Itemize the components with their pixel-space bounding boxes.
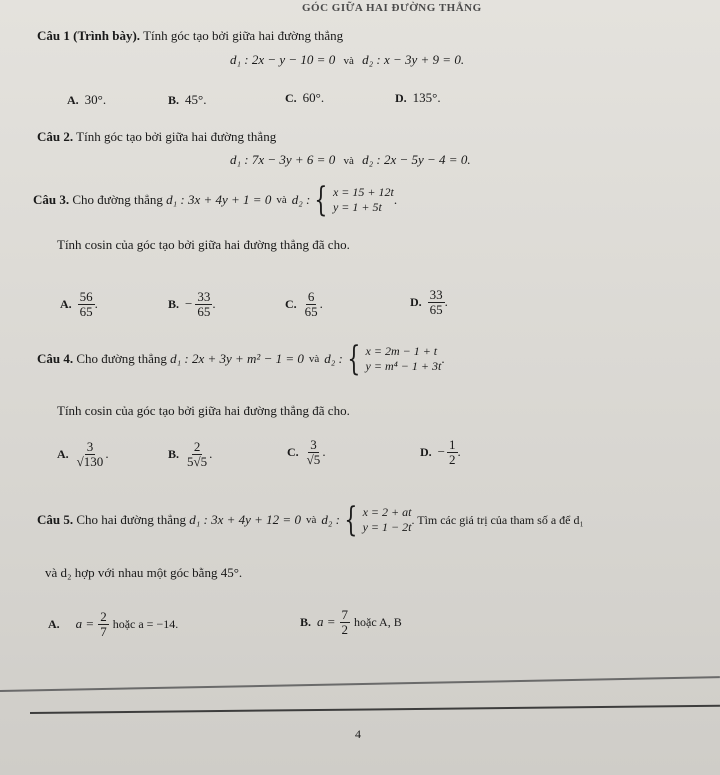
question-2-text: Tính góc tạo bởi giữa hai đường thẳng — [76, 129, 277, 144]
question-5-option-a[interactable]: A. a = $\frac{2}{7}$ hoặc a = −14. — [48, 609, 179, 639]
page-number: 4 — [355, 727, 361, 741]
question-3-stem: Câu 3. Cho đường thẳng d₁ : 3x + 4y + 1 = 0 và d₂ : { x = 15 + 12t y = 1 + 5t . — [33, 180, 398, 220]
question-5-text: Cho hai đường thẳng — [76, 512, 186, 527]
question-5-d1: d₁ : 3x + 4y + 12 = 0 — [189, 512, 301, 527]
question-3-label: Câu 3. — [33, 192, 70, 207]
question-5-d2-line-2: y = 1 − 2t — [362, 520, 412, 534]
question-2-lines — [230, 152, 471, 168]
question-3-option-d[interactable]: D. $\frac{33}{65}$ . — [410, 287, 448, 317]
question-2-label: Câu 2. — [37, 129, 74, 144]
question-3-d2-name: d₂ : — [291, 192, 311, 207]
question-4-d2-line-1: x = 2m − 1 + t — [365, 344, 438, 358]
question-4-option-c[interactable]: C. $\frac{3}{√5}$ . — [287, 437, 326, 467]
question-1-stem — [37, 28, 343, 44]
page-footer-rule — [30, 705, 720, 714]
question-5-d2-name: d₂ : — [321, 512, 340, 527]
question-5-tail: . Tìm các giá trị của tham số a để d₁ — [411, 512, 584, 527]
question-4-label: Câu 4. — [37, 351, 74, 366]
question-5-line-2: và d₂ hợp với nhau một góc bằng 45°. — [45, 565, 243, 580]
question-3-connector: và — [276, 194, 287, 206]
question-4-option-a[interactable]: A. $\frac{3}{√130}$ . — [57, 439, 109, 469]
question-1-option-b[interactable]: B. 45°. — [168, 92, 207, 107]
question-3-text: Cho đường thẳng — [72, 192, 163, 207]
question-4-connector: và — [308, 353, 320, 365]
question-1-d2: d₂ : x − 3y + 9 = 0. — [362, 52, 465, 67]
question-2-stem — [37, 129, 276, 145]
page-header: GÓC GIỮA HAI ĐƯỜNG THẲNG — [302, 2, 482, 14]
question-3-option-b[interactable]: B. − $\frac{33}{65}$ . — [168, 289, 216, 319]
question-5-d2-line-1: x = 2 + at — [362, 505, 412, 519]
question-2-d2: d₂ : 2x − 5y − 4 = 0. — [362, 152, 471, 167]
question-4-option-d[interactable]: D. − $\frac{1}{2}$ . — [420, 437, 461, 467]
question-3-d2-line-2: y = 1 + 5t — [332, 200, 382, 214]
question-4-d2-system: { x = 2m − 1 + t y = m⁴ − 1 + 3t — [347, 339, 442, 379]
question-4-option-b[interactable]: B. $\frac{2}{5√5}$ . — [168, 439, 213, 469]
question-1-d1: d₁ : 2x − y − 10 = 0 — [230, 52, 336, 67]
question-3-option-c[interactable]: C. $\frac{6}{65}$ . — [285, 289, 323, 319]
question-3-option-a[interactable]: A. $\frac{56}{65}$ . — [60, 289, 98, 319]
question-5-d2-system: { x = 2 + at y = 1 − 2t — [344, 500, 412, 540]
question-3-d2-line-1: x = 15 + 12t — [332, 185, 394, 199]
question-3-d2-system: { x = 15 + 12t y = 1 + 5t — [314, 180, 394, 220]
question-4-d1: d₁ : 2x + 3y + m² − 1 = 0 — [170, 351, 304, 366]
question-5-connector: và — [305, 514, 317, 526]
question-4-question: Tính cosin của góc tạo bởi giữa hai đường thẳng đã cho. — [57, 403, 350, 418]
question-1-option-a[interactable]: A. 30°. — [67, 92, 107, 107]
question-4-stem: Câu 4. Cho đường thẳng d₁ : 2x + 3y + m² − 1 = 0 và d₂ : { x = 2m − 1 + t y = m⁴ − 1 + 3t . — [37, 339, 445, 379]
question-5-option-b[interactable]: B. a = $\frac{7}{2}$ hoặc A, B — [300, 607, 402, 637]
question-3-question: Tính cosin của góc tạo bởi giữa hai đường thẳng đã cho. — [57, 237, 350, 252]
question-4-text: Cho đường thẳng — [76, 351, 167, 366]
question-3-d1: d₁ : 3x + 4y + 1 = 0 — [166, 192, 272, 207]
question-1-option-d[interactable]: D. 135°. — [395, 90, 441, 105]
question-4-d2-name: d₂ : — [324, 351, 343, 366]
question-4-d2-line-2: y = m⁴ − 1 + 3t — [365, 359, 442, 373]
question-1-label: Câu 1 (Trình bày). — [37, 28, 141, 43]
question-5-label: Câu 5. — [37, 512, 74, 527]
question-2-connector: và — [343, 155, 354, 167]
question-5-stem — [37, 500, 584, 540]
question-2-d1: d₁ : 7x − 3y + 6 = 0 — [230, 152, 336, 167]
page-edge-line — [0, 676, 720, 692]
question-1-text: Tính góc tạo bởi giữa hai đường thẳng — [143, 28, 344, 43]
question-1-option-c[interactable]: C. 60°. — [285, 90, 325, 105]
question-1-lines — [230, 52, 464, 68]
question-1-connector: và — [343, 55, 354, 67]
